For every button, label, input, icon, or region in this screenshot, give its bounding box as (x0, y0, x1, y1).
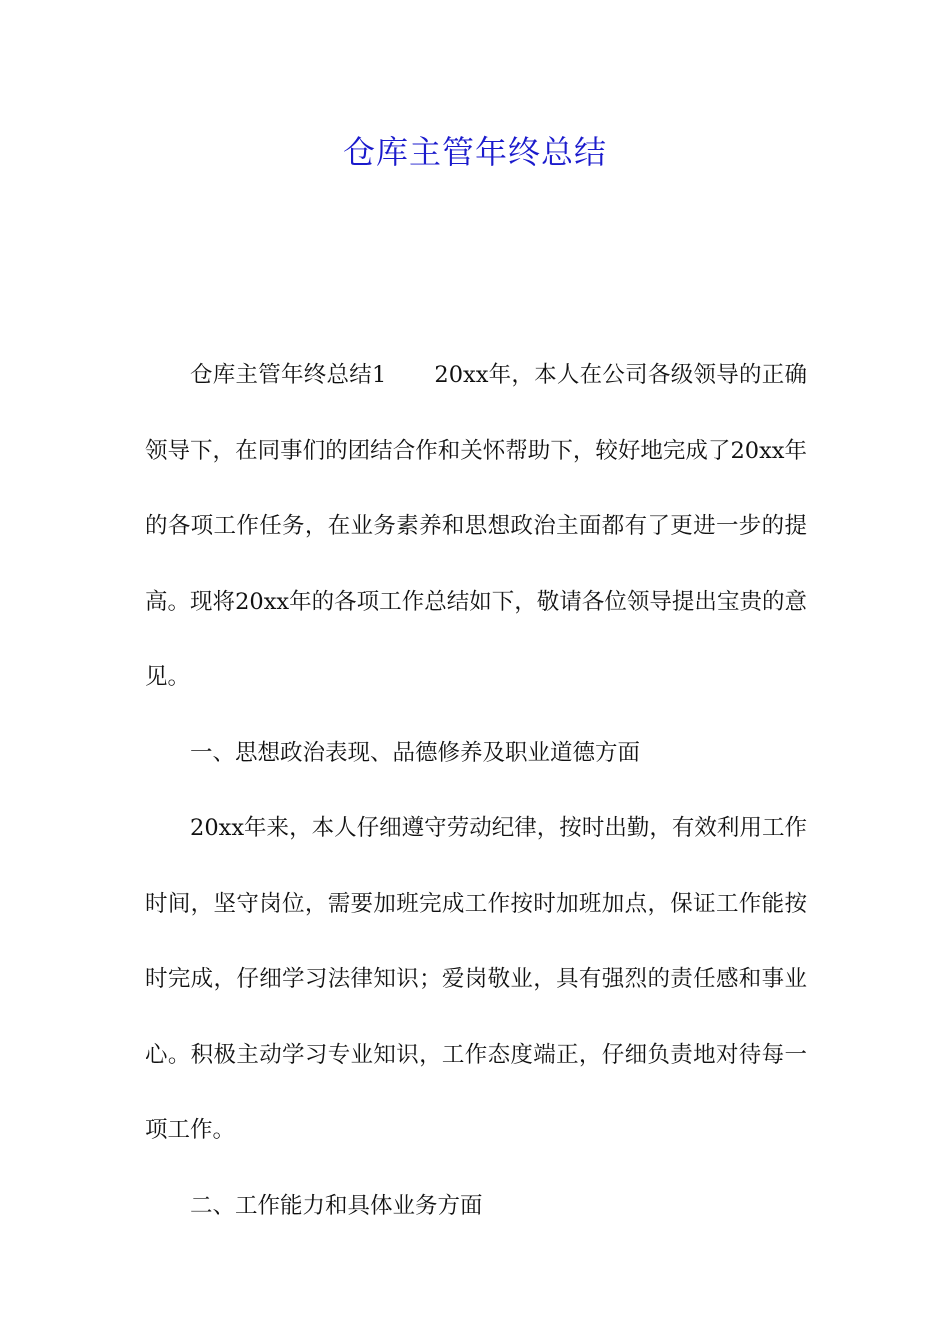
section-heading-1: 一、思想政治表现、品德修养及职业道德方面 (190, 739, 641, 766)
paragraph-intro-lead: 仓库主管年终总结1 (190, 362, 387, 388)
section-heading-2: 二、工作能力和具体业务方面 (190, 1192, 483, 1219)
paragraph-intro (145, 338, 807, 716)
document-title: 仓库主管年终总结 (342, 133, 607, 171)
paragraph-intro-text: 20xx年，本人在公司各级领导的正确领导下，在同事们的团结合作和关怀帮助下，较好地完成了20xx年的各项工作任务，在业务素养和思想政治主面都有了更进一步的提高。现将20xx年的各项工作总结如下，敬请各位领导提出宝贵的意见。 (145, 362, 807, 690)
document-body (145, 338, 807, 1244)
paragraph-section-1: 20xx年来，本人仔细遵守劳动纪律，按时出勤，有效利用工作时间，坚守岗位，需要加班完成工作按时加班加点，保证工作能按时完成，仔细学习法律知识；爱岗敬业，具有强烈的责任感和事业心。积极主动学习专业知识，工作态度端正，仔细负责地对待每一项工作。 (145, 815, 807, 1143)
